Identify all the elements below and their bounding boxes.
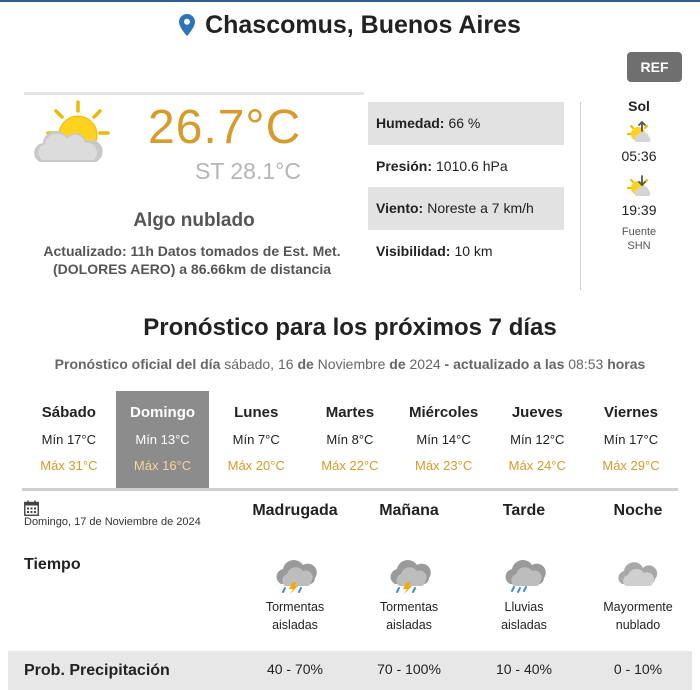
- day-name: Martes: [325, 404, 375, 421]
- weather-desc-line2: aisladas: [386, 618, 432, 632]
- day-tab-domingo[interactable]: [116, 391, 210, 488]
- humidity-row: [368, 102, 564, 145]
- days-divider: [22, 488, 678, 491]
- subtitle-hours: horas: [607, 356, 646, 372]
- weather-details: [368, 102, 564, 272]
- current-condition: Algo nublado: [133, 210, 255, 231]
- forecast-subtitle: [0, 356, 700, 372]
- current-weather-bar: [24, 92, 364, 95]
- day-name: Viernes: [604, 404, 658, 421]
- tiempo-label: Tiempo: [24, 556, 81, 573]
- period-manana: Mañana: [379, 502, 439, 519]
- day-min: Mín 7°C: [232, 432, 280, 447]
- precip-madrugada: 40 - 70%: [266, 661, 324, 677]
- wind-label: Viento:: [376, 200, 424, 217]
- day-max: Máx 23°C: [414, 458, 473, 473]
- sun-panel: [600, 98, 678, 253]
- location-pin-icon: [179, 14, 195, 36]
- day-min: Mín 14°C: [416, 432, 471, 447]
- feels-like-temperature: ST 28.1°C: [195, 158, 301, 184]
- calendar-icon: [24, 500, 39, 516]
- subtitle-year: 2024: [409, 356, 441, 372]
- location-name: Chascomus, Buenos Aires: [205, 10, 521, 39]
- cloudy-night-icon: [614, 554, 662, 594]
- forecast-title: Pronóstico para los próximos 7 días: [143, 314, 557, 341]
- day-name: Lunes: [234, 404, 279, 421]
- thunderstorm-icon: [271, 554, 319, 594]
- day-min: Mín 17°C: [603, 432, 659, 447]
- location-header: [0, 8, 700, 42]
- current-temperature: 26.7°C: [148, 101, 302, 154]
- day-name: Miércoles: [408, 404, 479, 421]
- subtitle-day: sábado, 16: [224, 356, 294, 372]
- day-name: Domingo: [130, 404, 196, 421]
- visibility-value: 10 km: [454, 242, 493, 259]
- rain-icon: [500, 554, 548, 594]
- day-tab-lunes[interactable]: [209, 391, 303, 488]
- day-name: Jueves: [511, 404, 563, 421]
- weather-cell-manana: [354, 554, 464, 634]
- subtitle-time: 08:53: [568, 356, 604, 372]
- period-noche: Noche: [613, 502, 663, 519]
- sunrise-icon: [626, 120, 652, 144]
- sunset-time: 19:39: [621, 202, 657, 218]
- subtitle-de: de: [389, 356, 406, 372]
- day-max: Máx 24°C: [508, 458, 566, 473]
- humidity-label: Humedad:: [376, 115, 445, 132]
- detail-date: Domingo, 17 de Noviembre de 2024: [24, 516, 201, 528]
- pressure-row: [368, 145, 564, 188]
- period-tarde: Tarde: [502, 502, 546, 519]
- pressure-value: 1010.6 hPa: [436, 157, 508, 174]
- thunderstorm-icon: [385, 554, 433, 594]
- period-madrugada: Madrugada: [252, 502, 338, 519]
- subtitle-prefix: Pronóstico oficial del día: [54, 356, 221, 372]
- update-info: Actualizado: 11h Datos tomados de Est. Met. (DOLORES AERO) a 86.66km de distancia: [43, 243, 341, 277]
- humidity-value: 66 %: [448, 115, 481, 132]
- top-accent-line: [0, 0, 700, 2]
- precip-tarde: 10 - 40%: [495, 661, 553, 677]
- subtitle-month: Noviembre: [317, 356, 386, 372]
- partly-cloudy-icon: [32, 98, 114, 172]
- day-min: Mín 17°C: [41, 432, 97, 447]
- subtitle-de: de: [297, 356, 314, 372]
- pressure-label: Presión:: [376, 157, 433, 174]
- visibility-row: [368, 230, 564, 273]
- weather-desc-line1: Lluvias: [504, 600, 544, 614]
- day-tab-viernes[interactable]: [584, 391, 678, 488]
- weather-desc-line1: Tormentas: [379, 600, 439, 614]
- wind-row: [368, 187, 564, 230]
- day-min: Mín 8°C: [326, 432, 374, 447]
- wind-value: Noreste a 7 km/h: [427, 200, 534, 217]
- sun-source: Fuente SHN: [621, 226, 657, 252]
- sunset-icon: [626, 174, 652, 198]
- day-min: Mín 13°C: [135, 432, 190, 447]
- day-tabs: [22, 391, 678, 488]
- weather-desc-line1: Mayormente: [603, 600, 673, 614]
- day-min: Mín 12°C: [510, 432, 565, 447]
- day-tab-miercoles[interactable]: [397, 391, 491, 488]
- day-tab-sabado[interactable]: [22, 391, 116, 488]
- day-max: Máx 29°C: [602, 458, 660, 473]
- weather-desc-line2: nublado: [615, 618, 661, 632]
- sun-title: Sol: [628, 98, 650, 114]
- day-name: Sábado: [41, 404, 96, 421]
- ref-button[interactable]: REF: [627, 52, 682, 82]
- precip-manana: 70 - 100%: [377, 661, 441, 677]
- day-max: Máx 20°C: [227, 458, 285, 473]
- day-max: Máx 22°C: [321, 458, 379, 473]
- weather-desc-line1: Tormentas: [265, 600, 325, 614]
- weather-cell-madrugada: [240, 554, 350, 634]
- day-max: Máx 31°C: [40, 458, 98, 473]
- visibility-label: Visibilidad:: [376, 242, 451, 259]
- precipitation-label: Prob. Precipitación: [24, 662, 170, 679]
- day-tab-martes[interactable]: [303, 391, 397, 488]
- day-tab-jueves[interactable]: [490, 391, 584, 488]
- precip-noche: 0 - 10%: [613, 661, 663, 677]
- vertical-divider: [580, 102, 581, 290]
- day-max: Máx 16°C: [133, 458, 192, 473]
- sunrise-time: 05:36: [621, 148, 657, 164]
- weather-cell-tarde: [469, 554, 579, 634]
- weather-cell-noche: [583, 554, 693, 634]
- weather-desc-line2: aisladas: [272, 618, 318, 632]
- subtitle-updated: - actualizado a las: [444, 356, 565, 372]
- weather-desc-line2: aisladas: [501, 618, 547, 632]
